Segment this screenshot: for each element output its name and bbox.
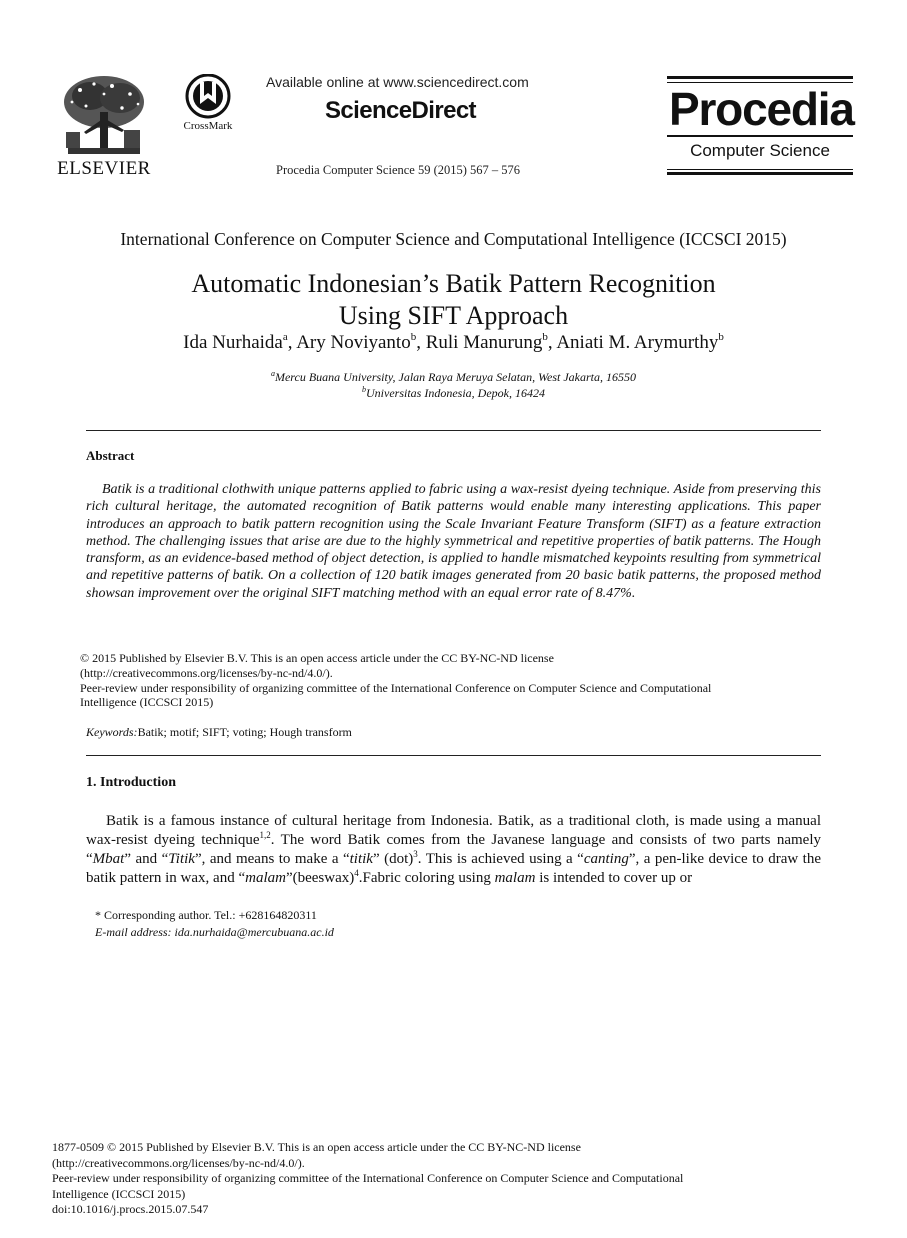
procedia-rule-bottom: [667, 172, 853, 175]
paper-title-line2: Using SIFT Approach: [338, 301, 569, 330]
paper-title-line1: Automatic Indonesian’s Batik Pattern Recognition: [191, 269, 716, 298]
keywords: [86, 725, 352, 740]
elsevier-logo: [52, 72, 156, 182]
conference-name: International Conference on Computer Science and Computational Intelligence (ICCSCI 2015): [120, 229, 787, 249]
divider: [86, 430, 821, 431]
procedia-logo: [667, 76, 853, 176]
citation[interactable]: 3: [413, 849, 418, 859]
introduction-paragraph: Batik is a famous instance of cultural heritage from Indonesia. Batik, as a traditional cloth, is made using a manual wax-resist dyeing technique$^{1,2}$. The word Batik comes from the Javanese language and consists of two parts namely “Mbat” and “Titik”, and means to make a “titik” (dot)$^3$. This is achieved using a “canting”, a pen-like device to draw the batik pattern in wax, and “malam”(beeswax)$^4$.Fabric coloring using malam is intended to cover up or: [86, 813, 821, 886]
elsevier-wordmark: ELSEVIER: [57, 158, 151, 179]
elsevier-tree-icon: [60, 72, 148, 160]
procedia-title: Procedia: [669, 83, 854, 135]
paper-title: [0, 268, 907, 332]
doi-link[interactable]: doi:10.1016/j.procs.2015.07.547: [52, 1202, 209, 1217]
affiliation: $^a$Mercu Buana University, Jalan Raya Meruya Selatan, West Jakarta, 16550: [270, 369, 637, 384]
footer-peer-review: Intelligence (ICCSCI 2015): [52, 1186, 186, 1201]
author: Ruli Manurung$^b$,: [425, 331, 557, 353]
crossmark-badge[interactable]: [176, 74, 240, 134]
peer-review-line: Intelligence (ICCSCI 2015): [80, 695, 214, 710]
author: Ary Noviyanto$^b$,: [296, 331, 426, 353]
corresponding-author: * Corresponding author. Tel.: +628164820311: [95, 908, 317, 922]
author: Aniati M. Arymurthy$^b$: [556, 331, 724, 353]
affiliation: $^b$Universitas Indonesia, Depok, 16424: [362, 385, 545, 400]
keywords-label: Keywords:: [86, 725, 138, 739]
available-online-link[interactable]: Available online at www.sciencedirect.com: [266, 74, 529, 90]
sciencedirect-wordmark: ScienceDirect: [325, 97, 476, 124]
procedia-rule-top: [667, 76, 853, 79]
procedia-rule-mid: [667, 135, 853, 137]
abstract-heading: Abstract: [86, 448, 135, 463]
procedia-rule-bottom-thin: [667, 169, 853, 170]
crossmark-label: CrossMark: [183, 120, 233, 132]
citation[interactable]: 1,2: [259, 830, 271, 840]
author-email[interactable]: E-mail address: ida.nurhaida@mercubuana.ac.id: [95, 924, 334, 939]
citation[interactable]: 4: [354, 868, 359, 878]
procedia-subtitle: Computer Science: [690, 141, 830, 160]
page-footer: [52, 1140, 792, 1218]
correspondence-note: [95, 907, 334, 940]
author: Ida Nurhaida$^a$,: [183, 331, 297, 353]
footer-peer-review: Peer-review under responsibility of organizing committee of the International Conference on Computer Science and Computational: [52, 1171, 684, 1186]
peer-review-line: Peer-review under responsibility of organizing committee of the International Conference on Computer Science and Computational: [80, 680, 712, 695]
license-link[interactable]: (http://creativecommons.org/licenses/by-nc-nd/4.0/).: [80, 665, 333, 680]
copyright-line: © 2015 Published by Elsevier B.V. This is an open access article under the CC BY-NC-ND license: [80, 651, 554, 665]
author-list: [0, 331, 907, 354]
copyright-notice: [80, 651, 820, 710]
divider: [86, 755, 821, 756]
footer-license-link[interactable]: (http://creativecommons.org/licenses/by-nc-nd/4.0/).: [52, 1155, 305, 1170]
journal-reference: Procedia Computer Science 59 (2015) 567 – 576: [276, 163, 521, 177]
keywords-list: Batik; motif; SIFT; voting; Hough transform: [137, 725, 352, 739]
section-heading: 1. Introduction: [86, 775, 176, 790]
abstract-text: Batik is a traditional clothwith unique patterns applied to fabric using a wax-resist dyeing technique. Aside from preserving this rich cultural heritage, the automated recognition of Batik patterns would enable many interesting applications. This paper introduces an approach to batik pattern recognition using the Scale Invariant Feature Transform (SIFT) as a feature extraction method. The challenging issues that arise are due to the highly symmetrical and repetitive properties of batik patterns. The Hough transform, as an evidence-based method of object detection, is applied to handle mismatched keypoints resulting from symmetrical and repetitive patterns of batik. On a collection of 120 batik images generated from 20 basic batik patterns, the proposed method showsan improvement over the original SIFT matching method with an equal error rate of 8.47%.: [86, 482, 821, 601]
footer-copyright: 1877-0509 © 2015 Published by Elsevier B.V. This is an open access article under the CC BY-NC-ND license: [52, 1140, 581, 1154]
crossmark-icon: [176, 74, 240, 120]
